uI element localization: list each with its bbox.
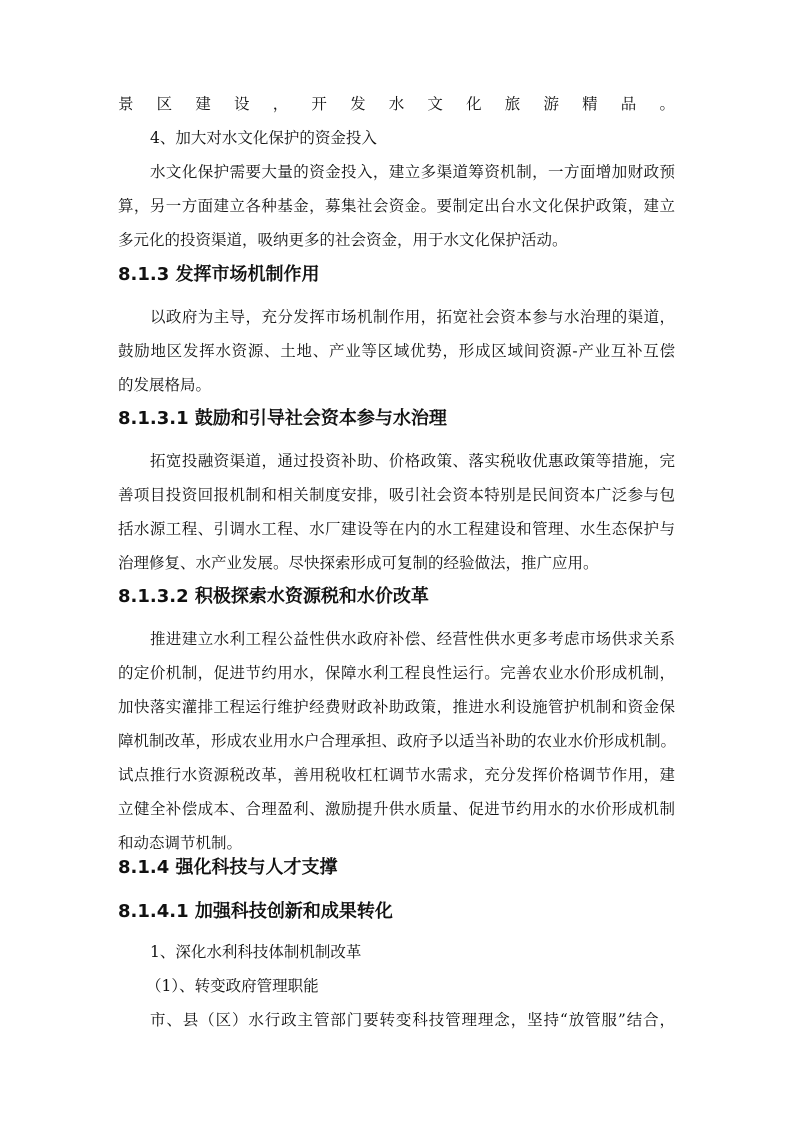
paragraph-line: 景区建设，开发水文化旅游精品。 [118, 95, 675, 113]
paragraph-line: 和动态调节机制。 [118, 834, 243, 852]
section-heading-8-1-3-1: 8.1.3.1 鼓励和引导社会资本参与水治理 [118, 408, 447, 429]
paragraph-line: 障机制改革，形成农业用水户合理承担、政府予以适当补助的农业水价形成机制。 [118, 732, 677, 750]
paragraph-line: 加快落实灌排工程运行维护经费财政补助政策，推进水利设施管护机制和资金保 [118, 698, 675, 716]
paragraph-line: 市、县（区）水行政主管部门要转变科技管理理念，坚持“放管服”结合， [150, 1011, 675, 1029]
paragraph-line: 算，另一方面建立各种基金，募集社会资金。要制定出台水文化保护政策，建立 [118, 197, 675, 215]
paragraph-line: 的发展格局。 [118, 376, 212, 394]
paragraph-line: 多元化的投资渠道，吸纳更多的社会资金，用于水文化保护活动。 [118, 231, 568, 249]
section-heading-8-1-3: 8.1.3 发挥市场机制作用 [118, 264, 320, 285]
paragraph-line: 治理修复、水产业发展。尽快探索形成可复制的经验做法，推广应用。 [118, 554, 599, 572]
list-item: 1、深化水利科技体制机制改革 [150, 943, 362, 961]
paragraph-line: 试点推行水资源税改革，善用税收杠杠调节水需求，充分发挥价格调节作用，建 [118, 766, 675, 784]
paragraph-line: 鼓励地区发挥水资源、土地、产业等区域优势，形成区域间资源-产业互补互偿 [118, 342, 675, 360]
paragraph-line: 拓宽投融资渠道，通过投资补助、价格政策、落实税收优惠政策等措施，完 [150, 452, 675, 470]
section-heading-8-1-4: 8.1.4 强化科技与人才支撑 [118, 857, 338, 878]
paragraph-line: 括水源工程、引调水工程、水厂建设等在内的水工程建设和管理、水生态保护与 [118, 520, 675, 538]
paragraph-line: 善项目投资回报机制和相关制度安排，吸引社会资本特别是民间资本广泛参与包 [118, 486, 675, 504]
paragraph-line: 以政府为主导，充分发挥市场机制作用，拓宽社会资本参与水治理的渠道， [150, 308, 675, 326]
paragraph-line: 推进建立水利工程公益性供水政府补偿、经营性供水更多考虑市场供求关系 [150, 630, 675, 648]
paragraph-line: 的定价机制，促进节约用水，保障水利工程良性运行。完善农业水价形成机制， [118, 664, 675, 682]
paragraph-line: 立健全补偿成本、合理盈利、激励提升供水质量、促进节约用水的水价形成机制 [118, 800, 675, 818]
list-item: （1）、转变政府管理职能 [146, 977, 319, 995]
section-heading-8-1-4-1: 8.1.4.1 加强科技创新和成果转化 [118, 901, 393, 922]
section-heading-8-1-3-2: 8.1.3.2 积极探索水资源税和水价改革 [118, 586, 429, 607]
paragraph-line: 水文化保护需要大量的资金投入，建立多渠道筹资机制，一方面增加财政预 [150, 163, 675, 181]
list-item: 4、加大对水文化保护的资金投入 [150, 129, 377, 147]
